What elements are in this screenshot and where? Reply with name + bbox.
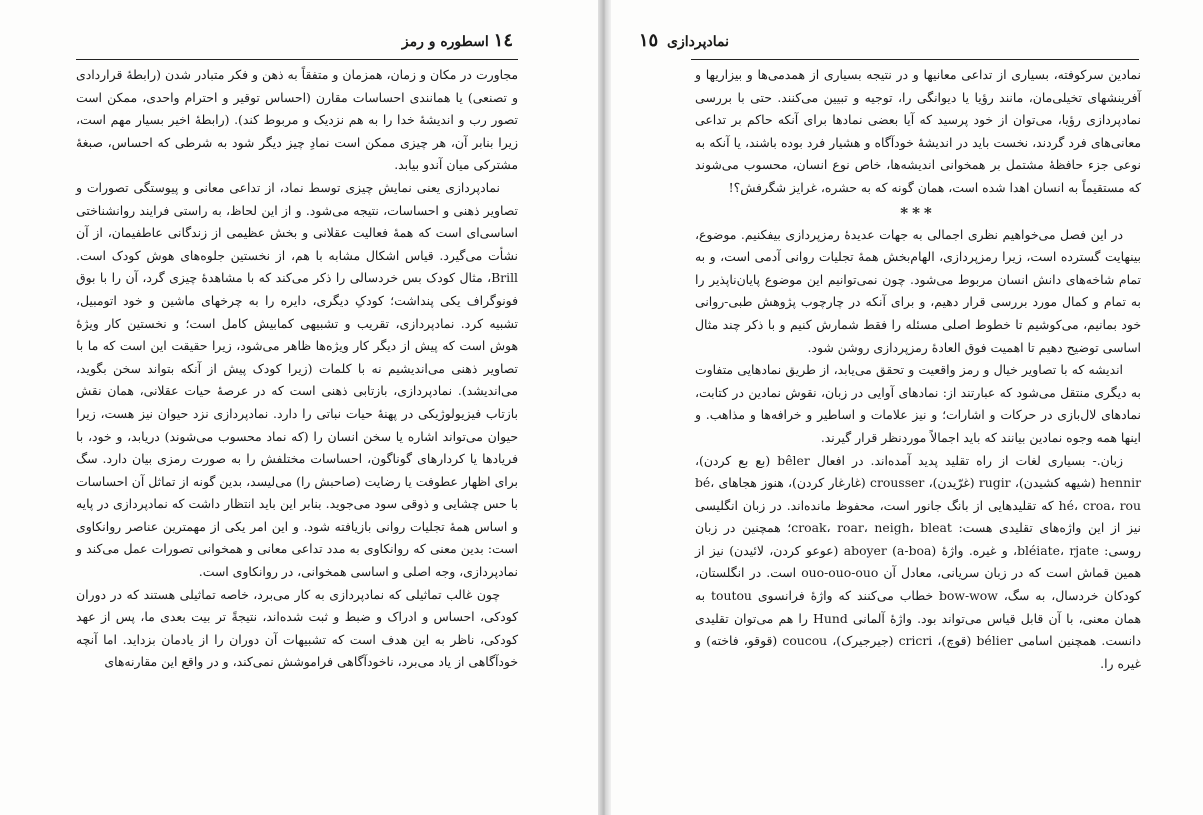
section-break-stars: *** — [900, 203, 936, 222]
left-paragraph-1: مجاورت در مکان و زمان، همزمان و متفقاً به ذهن و فکر متبادر شدن (رابطهٔ قراردادی و تصنعی) یا همانندی احساسات مقارن (احساس توقیر و احترام واحدی، ممکن است تصور رب و اندیشهٔ خدا را به هم نزدیک و مربوط کند). (رابطهٔ اخیر بسیار مهم است، زیرا بنابر آن، هر چیزی ممکن است نمادِ چیز دیگر شود به شرطی که احساس، صبغهٔ مشترکی میان آندو بیابد. — [76, 67, 518, 173]
right-page — [611, 0, 1203, 815]
left-paragraph-3: چون غالب تماثیلی که نمادپردازی به کار می‌برد، خاصه تماثیلی هستند که در دوران کودکی، احساس و ادراک و ضبط و ثبت شده‌اند، نتیجةً تر بیت بعدی ما، پس از عهد کودکی، ناظر به این هدف است که تشبیهات آن دوران را از یادمان بزداید. اما آنچه خودآگاهی از یاد می‌برد، ناخودآگاهی فراموشش نمی‌کند، و در واقع این مقارنه‌های — [76, 586, 518, 670]
right-paragraph-3: اندیشه که با تصاویر خیال و رمز واقعیت و تحقق می‌یابد، از طریق نمادهایی متفاوت به دیگری منتقل می‌شود که عبارتند از: نمادهای آوایی در زبان، نقوش نمادین در کتابت، نمادهای لال‌بازی در حرکات و اشارات؛ و نیز علامات و اساطیر و خرافه‌ها و مذاهب. و اینها همه وجوه نمادین بیانند که باید اجمالاً موردنظر قرار گیرند. — [695, 362, 1141, 445]
right-page-body — [695, 64, 1141, 675]
left-page-header — [402, 30, 517, 51]
right-paragraph-4: زبان.- بسیاری لغات از راه تقلید پدید آمده‌اند. در افعال bêler (بع بع کردن)، hennir (شیهه کشیدن)، rugir (غرّیدن)، crousser (غارغار کردن)، هنوز هجاهای bé، hé، croa، rou که تقلیدهایی از بانگ جانور است، محفوظ مانده‌اند. در زبان انگلیسی نیز از این واژه‌های تقلیدی هست: croak، roar، neigh، bleat؛ همچنین در زبان روسی: bléiate، rjate، و غیره. واژهٔ aboyer (a-boa) (عوعو کردن، لائیدن) نیز از همین قماش است که در زبان سریانی، معادل آن ouo-ouo-ouo است. در انگلستان، کودکان خردسال، به سگ، bow-wow خطاب می‌کنند که واژهٔ فرانسوی toutou به همان معنی، با آن قابل قیاس می‌تواند بود. واژهٔ آلمانی Hund را هم می‌توان تقلیدی دانست. همچنین اسامی bélier (قوچ)، cricri (جیرجیرک)، coucou (قوقو، فاخته) و غیره را. — [695, 452, 1142, 671]
left-paragraph-2: نمادپردازی یعنی نمایش چیزی توسط نماد، از تداعی معانی و پیوستگی تصورات و تصاویر ذهنی و احساسات، نتیجه می‌شود. و از این لحاظ، به راستی فرایند روانشناختی اساسی‌ای است که همهٔ فعالیت عقلانی و بخش عظیمی از زندگانی عاطفیمان، از آن نشأت می‌گیرد. قیاس اشکال مشابه با هم، از نخستین جلوه‌های هوش کودک است. Brill، مثال کودک بس خردسالی را ذکر می‌کند که با مشاهدهٔ چیزی گرد، آن را با بوق فونوگراف یکی پنداشت؛ کودکِ دیگری، دایره را به چرخهای ماشین و خود اتومبیل، تشبیه کرد. نمادپردازی، تقریب و تشبیهی کمابیش کامل است؛ و نخستین کار ویژهٔ هوش است که پیش از دیگر کار ویژه‌ها ظاهر می‌شود، زیرا حقیقت این است که ما با تصاویر ذهنی می‌اندیشیم نه با کلمات (زیرا کودک پیش از آنکه بتواند سخن بگوید، می‌اندیشد). نمادپردازی، بازتابی ذهنی است که در عرصهٔ حیات عقلانی، همان نقش بازتاب فیزیولوژیکی در پهنهٔ حیات نباتی را دارد. نمادپردازی نزد حیوان نیز هست، زیرا حیوان می‌تواند اشاره یا سخن انسان را (که نماد محسوب می‌شوند) دریابد، و خود، با فریادها یا کردارهای گوناگون، احساسات مختلفش را به صورت رمزی بیان دارد. سگ برای اظهار عطوفت یا رضایت (صاحبش را) می‌لیسد، بدین گونه از تماثل آن احساسات با حس چشایی و ذوقی سود می‌جوید. بنابر این باید انتظار داشت که نمادپردازی در پایه و اساس همهٔ تجلیات روانی بازیافته شود. و این امر یکی از مهمترین عناصر روانکاوی است: بدین معنی که روانکاوی به مدد تداعی معانی و همخوانی تصورات عمل می‌کند و نمادپردازی، وجه اصلی و اساسی همخوانی، در روانکاوی است. — [76, 179, 518, 580]
right-page-header — [639, 30, 729, 51]
book-gutter — [598, 0, 611, 815]
left-page-number: ١٤ — [493, 30, 513, 51]
left-page-body — [76, 64, 518, 674]
right-running-title: نمادپردازی — [667, 34, 729, 50]
right-header-rule — [691, 59, 1139, 60]
right-paragraph-2: در این فصل می‌خواهیم نظری اجمالی به جهات عدیدهٔ رمزپردازی بیفکنیم. موضوع، بینهایت گسترده است، زیرا رمزپردازی، الهام‌بخش همهٔ تجلیات روانی آدمی است، و به تمام شاخه‌های دانش انسان مربوط می‌شود. چون نمی‌توانیم این موضوع پایان‌ناپذیر را به تمام و کمال مورد بررسی قرار دهیم، و برای آنکه در چارچوب پژوهش طبی-روانی خود بمانیم، می‌کوشیم تا خطوط اصلی مسئله را فقط شمارش کنیم و با ذکر چند مثال اساسی توضیح دهیم تا اهمیت فوق العادهٔ رمزپردازی روشن شود. — [695, 226, 1141, 355]
right-paragraph-1: نمادین سرکوفته، بسیاری از تداعی معانیها و در نتیجه بسیاری از همدمی‌ها و بیزاریها و آفرینشهای تخیلی‌مان، مانند رؤیا یا دیوانگی را، توجیه و تبیین می‌کنند. حتی با بررسی نمادپردازی رؤیا، می‌توان از خود پرسید که آیا بعضی نمادها برای آنکه حاکم بر تداعی معانی‌های فرد گردند، نخست باید در اندیشهٔ خودآگاه و هشیار فرد بوده باشند، یا آنکه به نوعی جزء حافظهٔ مشتمل بر همخوانی اندیشه‌ها، خاص نوع انسان، محسوب می‌شوند که مستقیماً به انسان اهدا شده است، همان گونه که به حشره، غرایز شگرفش؟! — [695, 67, 1141, 195]
left-header-rule — [76, 59, 518, 60]
left-running-title: اسطوره و رمز — [401, 34, 489, 50]
right-page-number: ١٥ — [638, 30, 659, 51]
left-page — [0, 0, 598, 815]
